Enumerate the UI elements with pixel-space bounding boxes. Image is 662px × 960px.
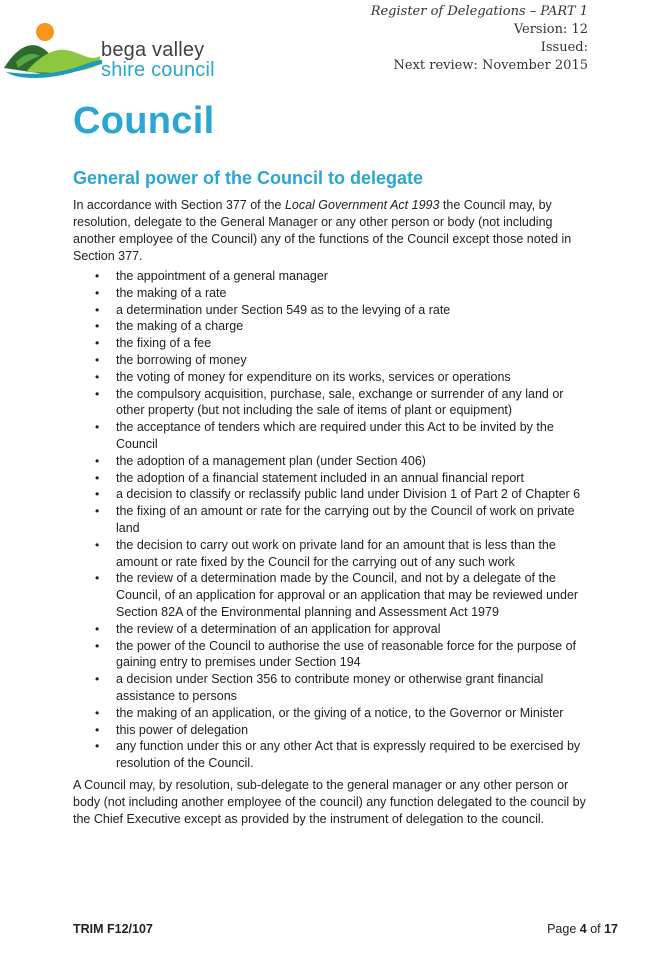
page-title: Council: [73, 100, 215, 142]
list-item: • the making of a charge: [73, 318, 593, 335]
list-item: • the voting of money for expenditure on its works, services or operations: [73, 369, 593, 386]
logo-wordmark: [101, 40, 215, 80]
logo-sun: [36, 23, 54, 41]
closing-paragraph: A Council may, by resolution, sub-delegate to the general manager or any other person or body (not including another employee of the council) any function delegated to the council by the Chief Executive except as provided by the instrument of delegation to the council.: [73, 778, 586, 826]
functions-list: [73, 268, 593, 772]
intro-part-2: the Council may, by resolution, delegate to the General Manager or any other person or body (not including another employee of the Council) any of the functions of the Council except those noted in Section 377.: [73, 198, 572, 263]
list-item: • the power of the Council to authorise the use of reasonable force for the purpose of gaining entry to premises under Section 194: [73, 638, 593, 672]
act-title: Local Government Act 1993: [284, 198, 440, 212]
trim-reference: TRIM F12/107: [73, 922, 153, 936]
issued-label: Issued:: [540, 40, 588, 55]
logo-hills-icon: [4, 12, 104, 78]
list-item: • any function under this or any other Act that is expressly required to be exercised by resolution of the Council.: [73, 738, 593, 772]
list-item: • this power of delegation: [73, 722, 593, 739]
page-number: [547, 922, 618, 936]
list-item: • the review of a determination made by the Council, and not by a delegate of the Council, of an application for approval or an application that may be reviewed under Section 82A of the Environmental planning and Assessment Act 1979: [73, 570, 593, 620]
list-item: • the decision to carry out work on private land for an amount that is less than the amount or rate fixed by the Council for the carrying out of any such work: [73, 537, 593, 571]
list-item: • a decision to classify or reclassify public land under Division 1 of Part 2 of Chapter 6: [73, 486, 593, 503]
list-item: • the adoption of a financial statement included in an annual financial report: [73, 470, 593, 487]
next-review-label: Next review: November 2015: [393, 58, 588, 73]
document-header: [371, 3, 588, 75]
page-current: 4: [579, 922, 587, 936]
list-item: • the borrowing of money: [73, 352, 593, 369]
logo-line-2: shire council: [101, 59, 215, 81]
intro-part-1: In accordance with Section 377 of the: [73, 198, 285, 212]
intro-paragraph: [73, 197, 589, 265]
list-item: • a decision under Section 356 to contribute money or otherwise grant financial assistance to persons: [73, 671, 593, 705]
logo-line-1: bega valley: [101, 39, 205, 61]
list-item: • the adoption of a management plan (under Section 406): [73, 453, 593, 470]
page-total: 17: [604, 922, 618, 936]
list-item: • the review of a determination of an application for approval: [73, 621, 593, 638]
version-label: Version: 12: [513, 22, 588, 37]
list-item: • a determination under Section 549 as to the levying of a rate: [73, 302, 593, 319]
section-heading: General power of the Council to delegate: [73, 168, 424, 188]
list-item: • the appointment of a general manager: [73, 268, 593, 285]
list-item: • the making of an application, or the giving of a notice, to the Governor or Minister: [73, 705, 593, 722]
council-logo: [4, 12, 244, 81]
page-prefix: Page: [547, 922, 580, 936]
list-item: • the making of a rate: [73, 285, 593, 302]
list-item: • the compulsory acquisition, purchase, sale, exchange or surrender of any land or other property (but not including the sale of items of plant or equipment): [73, 386, 593, 420]
page-of: of: [586, 922, 605, 936]
register-title: Register of Delegations – PART 1: [370, 4, 588, 19]
list-item: • the fixing of an amount or rate for the carrying out by the Council of work on private land: [73, 503, 593, 537]
list-item: • the fixing of a fee: [73, 335, 593, 352]
list-item: • the acceptance of tenders which are required under this Act to be invited by the Council: [73, 419, 593, 453]
